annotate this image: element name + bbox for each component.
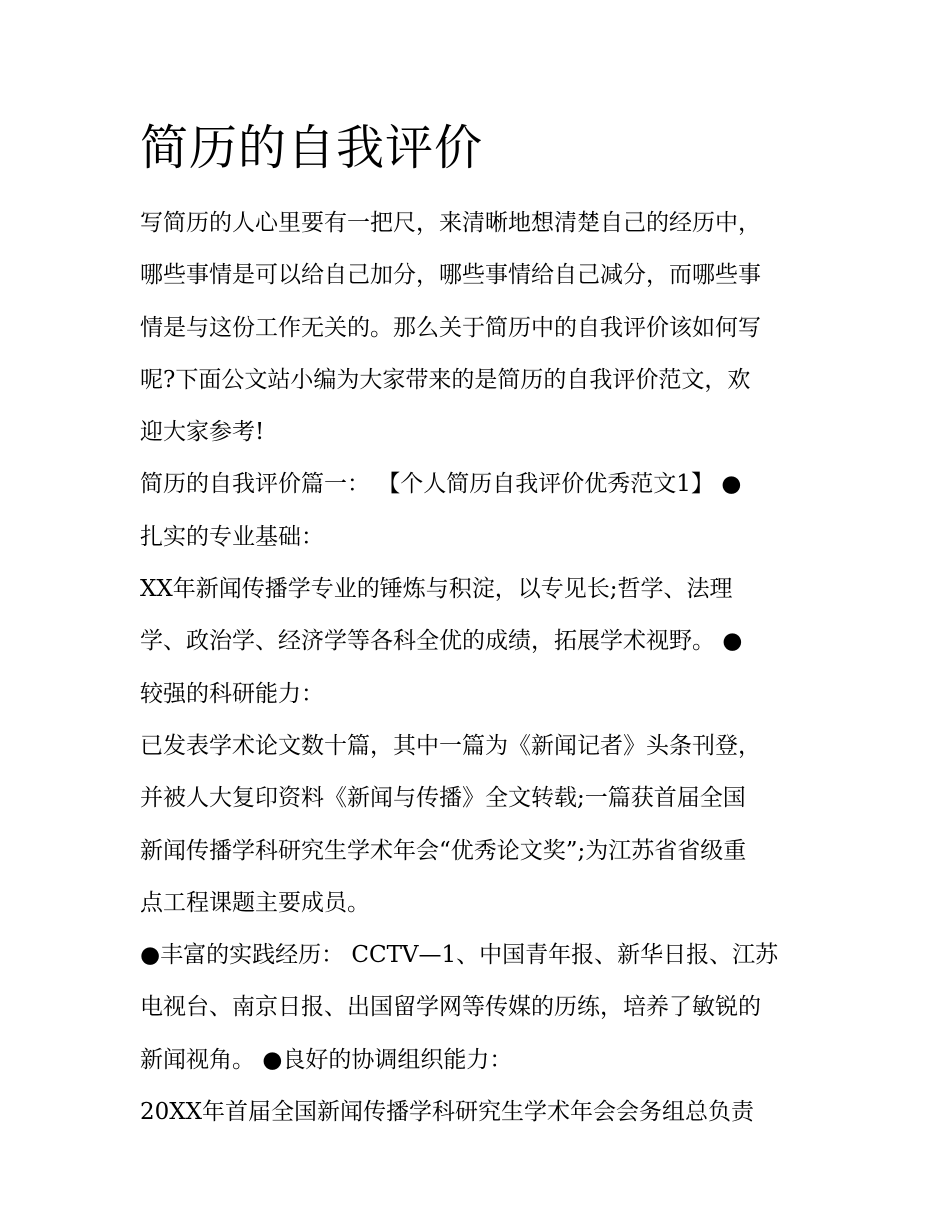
text-line: 并被人大复印资料《新闻与传播》全文转载;一篇获首届全国 (140, 785, 746, 812)
text-line: ●丰富的实践经历： CCTV—1、中国青年报、新华日报、江苏 (140, 942, 779, 969)
text-line: 新闻传播学科研究生学术年会“优秀论文奖”;为江苏省省级重 (140, 837, 747, 864)
text-line: 呢?下面公文站小编为大家带来的是简历的自我评价范文，欢 (140, 366, 751, 393)
text-line: 较强的科研能力： (140, 680, 324, 707)
text-line: 学、政治学、经济学等各科全优的成绩，拓展学术视野。 ● (140, 628, 743, 655)
page-title: 简历的自我评价 (140, 120, 484, 176)
text-line: 扎实的专业基础： (140, 523, 324, 550)
text-line: 迎大家参考! (140, 419, 265, 446)
text-line: 新闻视角。 ●良好的协调组织能力： (140, 1046, 513, 1073)
body-text (140, 197, 820, 1138)
text-line: 已发表学术论文数十篇，其中一篇为《新闻记者》头条刊登， (140, 732, 761, 759)
text-line: 20XX年首届全国新闻传播学科研究生学术年会会务组总负责 (140, 1099, 755, 1126)
text-line: 情是与这份工作无关的。那么关于简历中的自我评价该如何写 (140, 314, 761, 341)
text-line: 哪些事情是可以给自己加分，哪些事情给自己减分，而哪些事 (140, 262, 761, 289)
text-line: XX年新闻传播学专业的锤炼与积淀，以专见长;哲学、法理 (140, 576, 733, 603)
text-line: 写简历的人心里要有一把尺，来清晰地想清楚自己的经历中， (140, 210, 761, 236)
text-line: 点工程课题主要成员。 (140, 889, 370, 916)
section-heading-line: 简历的自我评价篇一： 【个人简历自我评价优秀范文1】 ● (140, 471, 742, 498)
text-line: 电视台、南京日报、出国留学网等传媒的历练，培养了敏锐的 (140, 994, 761, 1021)
